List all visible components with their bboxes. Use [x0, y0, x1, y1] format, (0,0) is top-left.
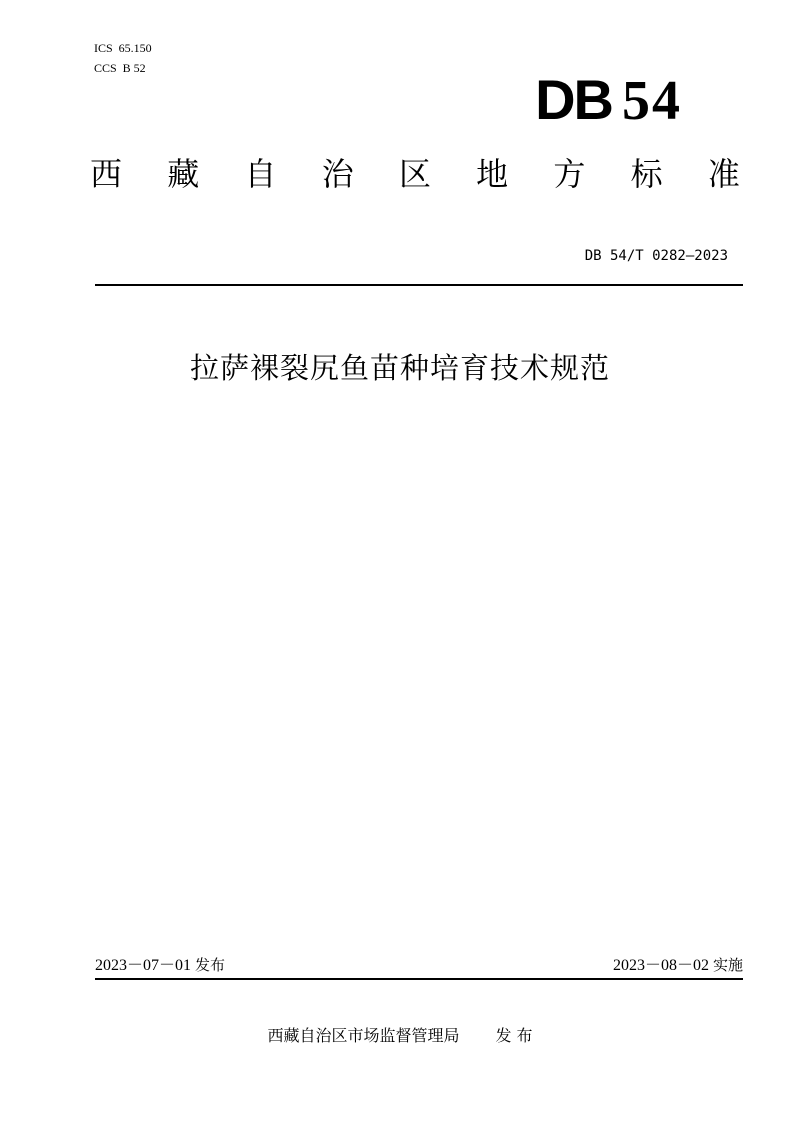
standard-type-char: 西 [90, 155, 123, 193]
implementation-date: 2023－08－02 [612, 957, 709, 974]
document-title: 拉萨裸裂尻鱼苗种培育技术规范 [189, 351, 610, 385]
classification-codes [94, 38, 152, 78]
publisher-name: 西藏自治区市场监督管理局 [267, 1026, 460, 1045]
release-label: 发布 [195, 956, 226, 974]
standard-type-char: 藏 [167, 155, 200, 193]
publisher-line [0, 1024, 800, 1048]
implementation-label: 实施 [712, 956, 743, 974]
standard-type-heading [90, 150, 740, 198]
standard-type-char: 方 [553, 155, 586, 193]
db-logo [535, 70, 682, 131]
standard-type-char: 治 [321, 155, 354, 193]
db-logo-number: 54 [622, 70, 682, 132]
standard-type-char: 标 [630, 155, 663, 193]
standard-type-char: 自 [244, 155, 277, 193]
bottom-divider [95, 978, 743, 980]
standard-number: DB 54/T 0282—2023 [584, 248, 728, 264]
standard-type-char: 区 [398, 155, 431, 193]
ics-code: ICS 65.150 [94, 41, 152, 55]
publisher-action: 发 布 [495, 1026, 533, 1045]
release-date-line [95, 954, 225, 977]
standard-type-char: 地 [476, 155, 509, 193]
ccs-code: CCS B 52 [94, 61, 146, 75]
standard-type-char: 准 [707, 155, 740, 193]
db-logo-prefix: DB [535, 68, 612, 131]
top-divider [95, 284, 743, 286]
release-date: 2023－07－01 [95, 957, 192, 974]
implementation-date-line [613, 954, 743, 977]
